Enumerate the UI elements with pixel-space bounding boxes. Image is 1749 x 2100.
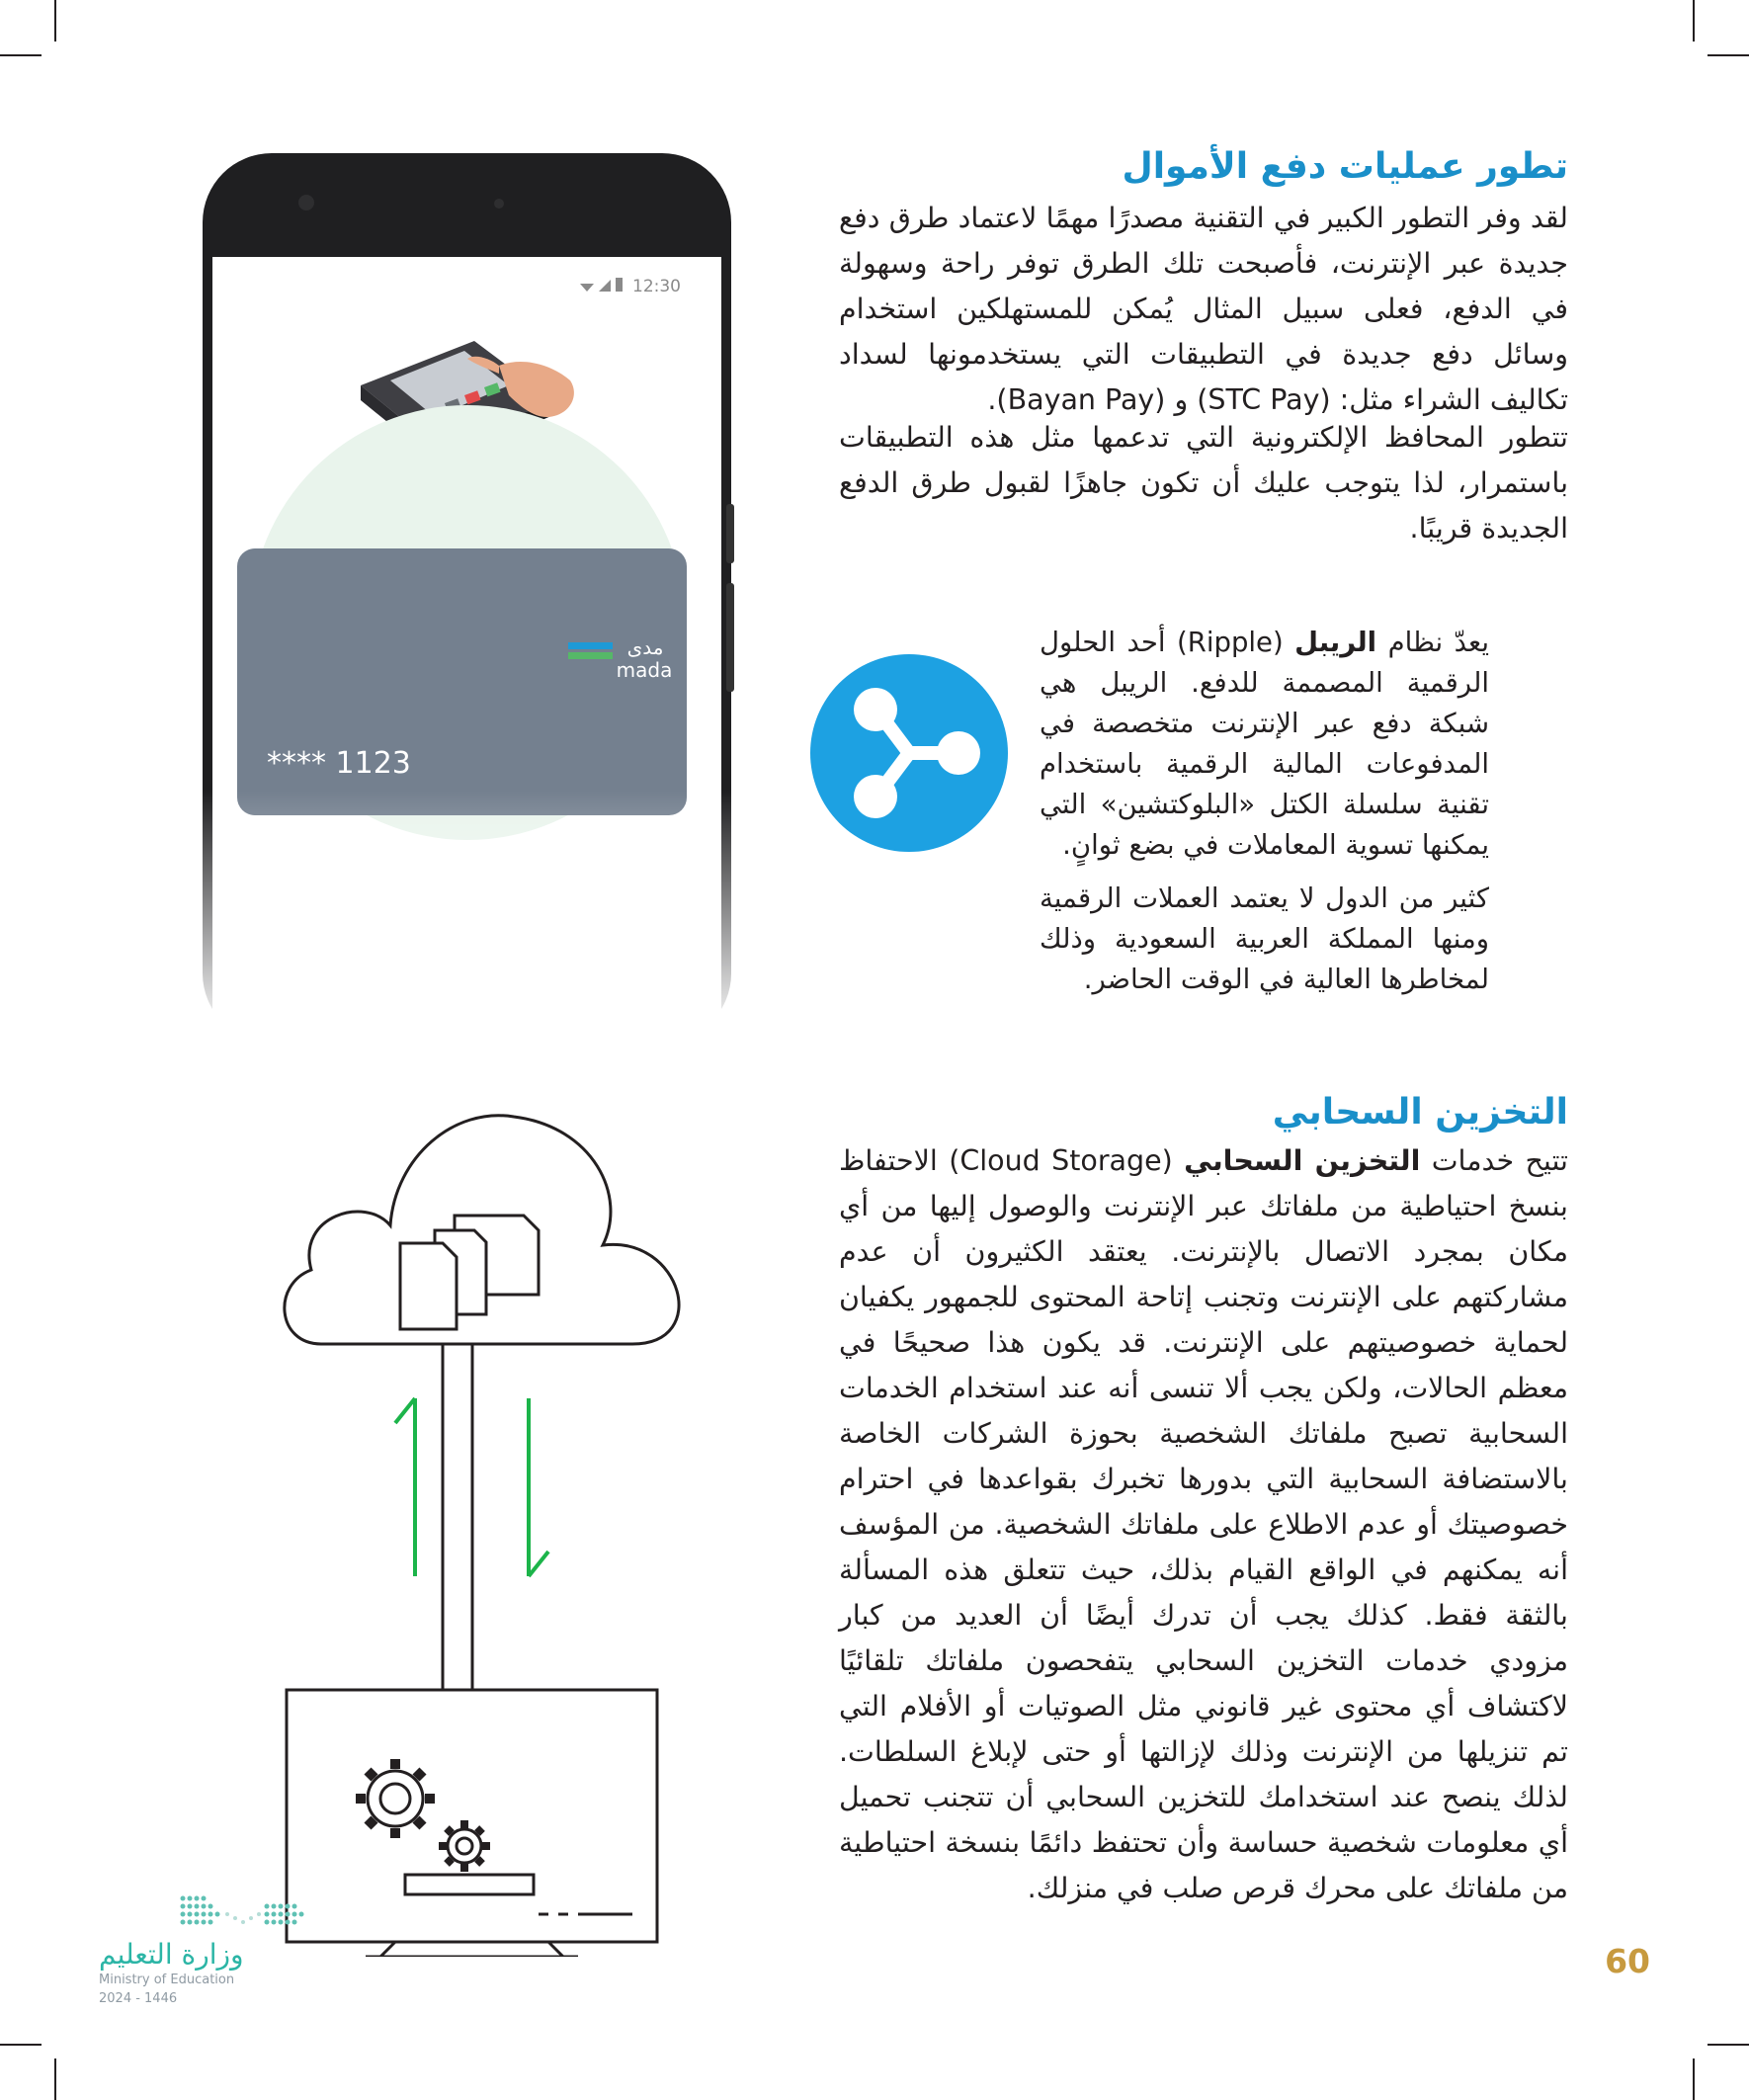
ripple-logo-icon [810, 654, 1008, 852]
phone-illustration [193, 148, 746, 1038]
camera-icon [298, 195, 314, 210]
crop-mark [1707, 2044, 1749, 2046]
card-brand-ar: مدى [626, 635, 664, 659]
files-icon [400, 1216, 539, 1329]
payments-paragraph-2: تتطور المحافظ الإلكترونية التي تدعمها مثل هذه التطبيقات باستمرار، لذا يتوجب عليك أن تكون جاهزًا لقبول طرق الدفع الجديدة قريبًا. [839, 421, 1568, 545]
academic-year: 2024 - 1446 [99, 1991, 178, 2006]
card-brand-en: mada [616, 658, 673, 682]
ministry-name-en: Ministry of Education [99, 1973, 235, 1987]
crop-mark [0, 2044, 42, 2046]
ministry-dots-icon [178, 1892, 326, 1934]
ministry-logo [99, 1892, 296, 2006]
ripple-paragraph-1: يعدّ نظام الريبل (Ripple) أحد الحلول الرقمية المصممة للدفع. الريبل هي شبكة دفع عبر الإنترنت متخصصة في المدفوعات المالية الرقمية باستخدام تقنية سلسلة الكتل «البلوكتشين» التي يمكنها تسوية المعاملات في بضع ثوانٍ. [1040, 627, 1489, 861]
cloud-paragraph: تتيح خدمات التخزين السحابي (Cloud Storage) الاحتفاظ بنسخ احتياطية من ملفاتك عبر الإنترنت والوصول إليها من أي مكان بمجرد الاتصال بالإنترنت. يعتقد الكثيرون أن عدم مشاركتهم على الإنترنت وتجنب إتاحة المحتوى للجمهور يكفيان لحماية خصوصيتهم على الإنترنت. قد يكون هذا صحيحًا في معظم الحالات، ولكن يجب ألا تنسى أنه عند استخدام الخدمات السحابية تصبح ملفاتك الشخصية بحوزة الشركات الخاصة بالاستضافة السحابية التي بدورها تخبرك بقواعدها في احترام خصوصيتك أو عدم الاطلاع على ملفاتك الشخصية. من المؤسف أنه يمكنهم في الواقع القيام بذلك، حيث تتعلق هذه المسألة بالثقة فقط. كذلك يجب أن تدرك أيضًا أن العديد من كبار مزودي خدمات التخزين السحابي يتفحصون ملفاتك تلقائيًا لاكتشاف أي محتوى غير قانوني مثل الصوتيات أو الأفلام التي تم تنزيلها من الإنترنت وذلك لإزالتها أو حتى لإبلاغ السلطات. لذلك ينصح عند استخدامك للتخزين السحابي أن تتجنب تحميل أي معلومات شخصية حساسة وأن تحتفظ دائمًا بنسخة احتياطية من ملفاتك على محرك قرص صلب في منزلك. [839, 1144, 1568, 1904]
payments-paragraph-1: لقد وفر التطور الكبير في التقنية مصدرًا مهمًا لاعتماد طرق دفع جديدة عبر الإنترنت، فأصبحت تلك الطرق توفر راحة وسهولة في الدفع، فعلى سبيل المثال يُمكن للمستهلكين استخدام وسائل دفع جديدة في التطبيقات التي يستخدمونها لسداد تكاليف الشراء مثل: (STC Pay) و (Bayan Pay). [839, 202, 1568, 416]
ministry-name-ar: وزارة التعليم [99, 1938, 244, 1971]
crop-mark [0, 54, 42, 56]
crop-mark [1693, 2058, 1695, 2100]
ripple-paragraph-2: كثير من الدول لا يعتمد العملات الرقمية ومنها المملكة العربية السعودية وذلك لمخاطرها العالية في الوقت الحاضر. [1040, 882, 1489, 995]
phone-time: 12:30 [632, 277, 681, 296]
cloud-storage-illustration [267, 1087, 711, 1957]
section-title-cloud: التخزين السحابي [1272, 1092, 1568, 1133]
crop-mark [54, 0, 56, 42]
gear-small-icon [439, 1820, 490, 1872]
computer-monitor [287, 1690, 657, 1942]
section-title-payments: تطور عمليات دفع الأموال [1122, 146, 1568, 187]
crop-mark [1707, 54, 1749, 56]
page-number: 60 [1605, 1942, 1650, 1980]
card-number: **** 1123 [267, 746, 411, 781]
crop-mark [54, 2058, 56, 2100]
crop-mark [1693, 0, 1695, 42]
gear-icon [356, 1759, 435, 1838]
